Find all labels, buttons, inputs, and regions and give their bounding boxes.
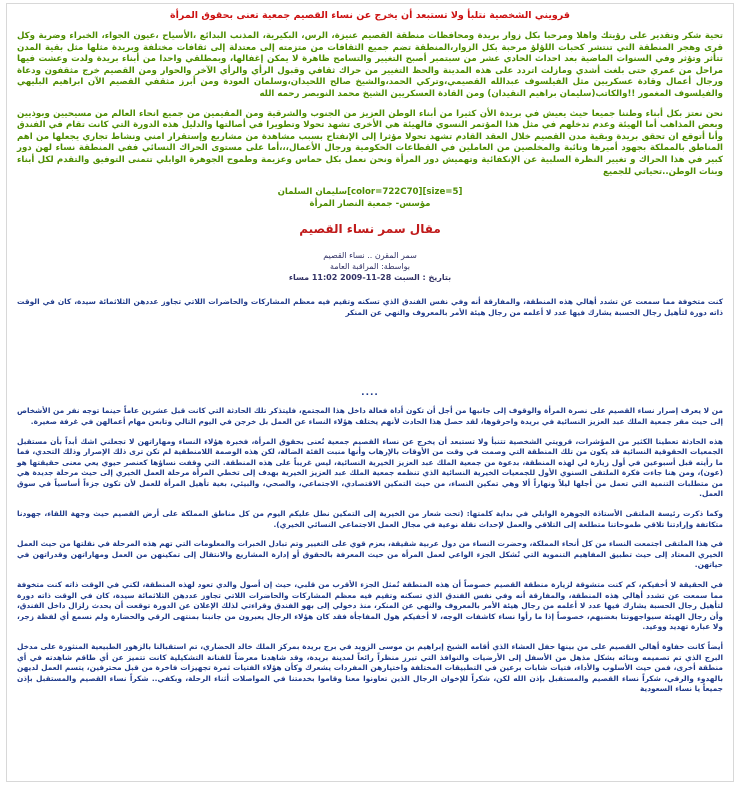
post-paragraph: تحية شكر وتقدير على رؤيتك واهلا ومرحبا بكل زوار بريدة ومحافظات منطقة القصيم عنيزة، الرس، البكيرية، المذنب البدائع ،الأسياح ،عيون الجواء، الخبراء وضرية وكل قرى وهجر المنطقة التي تنتشر كحبات اللؤلؤ مرحبة بكل الزوار،المنطقة تضم جميع الثقافات من متزمته إلى معتدلة إلى ثقافات مختلفة وبريدة مثلها مثل بقية المدن تتأثر وتؤثر وفي السنوات الماضية بعد احداث الحادي عشر من سبتمبر أصبح التغيير والتسامح ظاهرة لا يمكن إغفالها، وبمطلقي واحدا من أبناء بريدة ولدت وعشت فيها مراحل من عمري حتى بلغت أشدي ومازلت اتردد على هذه المدينة والحظ التغيير من حراك ثقافي وقبول الرأي والرأي الآخر والحوار ومن القصيم خرج مثقفون ودعاة ورجال أعمال وقادة عسكريين مثل الفيلسوف عبدالله القصيمي،وتركي الحمد،والشيخ صالح اللحيدان،وسلمان العودة ومن أبرز مثقفي القصيم الآن ابراهيم البليهي والفيلسوف المغمور !!والكاتب(سليمان براهيم النقيدان) ومن القادة العسكريين الشيخ محمد النويصر رحمه الله <box>17 31 723 99</box>
article-paragraph: كنت متخوفة مما سمعت عن تشدد أهالي هذه المنطقة، والمفارقة أنه وفي نفس الفندق الذي تسكنه وتقيم فيه معظم المشاركات والحاضرات اللاتي تجاوز عددهن الثلاثمائة سيدة، كان في الوقت ذاته دورة لتأهيل رجال الحسبة يشارك فيها عدد لا أعلمه من رجال هيئة الأمر بالمعروف والنهي عن المنكر <box>17 297 723 317</box>
separator-dots: .... <box>361 388 379 399</box>
article-title: مقال سمر نساء القصيم <box>299 222 441 237</box>
article-paragraph: هذه الحادثة تعطينا الكثير من المؤشرات، قرويتي الشخصية تتنبأ ولا تستبعد أن يخرج عن نساء القصيم جمعية تُعنى بحقوق المرأة، فخبرة هؤلاء النساء ومهاراتهن لا تجعلني اشك أبداً بأن مستقبل الجمعيات الحقوقية النسائية قد يكون من تلك المنطقة التي وصمت في وقت من الأوقات بالإرهاب وأنها منبت الفئة الضالة، لكن هذه الوصمة اللامنطقية لم تكن ترى ذلك الإصرار وذلك التحدي، فما ما رأيته قبل أسبوعين في أول زيارة لي لهذه المنطقة، بدعوة من جمعية الملك عبد العزيز الخيرية النسائية، ليس غريباً على هذه المنطقة. التي وقفت نساؤها كعنصر حيوي يعي معنى حقيقتها هو (عون)، ومن هنا جاءت فكرة الملتقى السنوي الأول للجمعيات الخيرية النسائية الذي تنظمه جمعية الملك عبد العزيز الخيرية بهدف إلى تخطي المرأة مرحلة العمل الخيري إلى حيث مرحلة جديدة هي من متطلبات التنمية التي تعمل من أجلها ليلاً ونهاراً ألا وهي تمكين النساء، من حيث التمكين الاقتصادي، الاجتماعي، والصحي، والبيئي، بغية تأهيل المرأة للعمل لأن تكون جزءاً أساسياً في سوق العمل. <box>17 436 723 499</box>
signature-role: مؤسس- جمعية النصار المرأة <box>309 199 431 210</box>
article-paragraph: في هذا الملتقى اجتمعت النساء من كل أنحاء المملكة، وحضرت النساء من دول عربية شقيقة، بعزم قوي على التغيير وتم تبادل الخبرات والمعلومات التي تهم هذه المرحلة في نقلتها من حيث العمل الخيري المعتاد إلى حيث تطبيق المفاهيم التنموية التي تُشكل الجزء الواعي لعمل المرأة من حيث المعرفة بالحقوق أو إدارة المشاريع والانتقال إلى تمكينهن من العمل ومهاراتهن وقدراتهن في حياتهن. <box>17 539 723 570</box>
article-by: بواسطة: المراقبة العامة <box>330 262 410 272</box>
article-paragraph: من لا يعرف إصرار نساء القصيم على نصرة المرأة والوقوف إلى جانبها من أجل أن تكون أداة فعالة داخل هذا المجتمع، فليتذكر تلك الحادثة التي كانت قبل عشرين عاماً حينما توجه نفر من الأشخاص إلى حيث مقر جمعية الملك عبد العزيز النسائية في بريدة واحرقوها، لقد حصل هذا الحادث لأنهم يختلف هؤلاء النساء عن العمل بل خرجن في اليوم التالي وتابعن مهام أعمالهن في غرفة صغيرة. <box>17 406 723 426</box>
post-title: قرويني الشخصية نتلبأ ولا تستبعد أن يخرج عن نساء القصيم جمعية تعنى بحقوق المرأة <box>170 10 570 21</box>
forum-post-page <box>6 3 734 782</box>
article-paragraph: في الحقيقة لا أخفيكم، كم كنت متشوقة لزيارة منطقة القصيم خصوصاً أن هذه المنطقة تُمثل الجزء الأقرب من قلبي، حيث إن أصول والدي تعود لهذه المنطقة، لكني في الوقت ذاته كنت متخوفة مما سمعت عن تشدد أهالي هذه المنطقة، والمفارقة أنه وفي نفس الفندق الذي تسكنه وتقيم فيه معظم المشاركات والحاضرات اللاتي تجاوز عددهن الثلاثمائة سيدة، كان في الوقت ذاته دورة لتأهيل رجال الحسبة يشارك فيها عدد لا أعلمه من رجال هيئة الأمر بالمعروف والنهي عن المنكر، منذ دخولي إلى بهو الفندق وقراءتي لذلك الإعلان عن الدورة توقعت أن يحدث زلزال داخل الفندق، وأن رجال الهيئة سيواجهوننا بغضبهم، خصوصاً إذا ما رأوا نساء كاشفات الوجه، لا أخفيكم هول المفاجأة فقد كان هؤلاء الرجال يعبرون من جانبنا بمنتهى الرقي والحضارة ولم نسمع أي لفظة زجر، ولا عبارة تهديد ووعيد. <box>17 580 723 632</box>
article-paragraph: أيضاً كانت حفاوة أهالي القصيم على من بينها حفل العشاء الذي أقامه الشيخ إبراهيم بن موسى الزويد في برج بريدة بمركز الملك خالد الحضاري، تم استقبالنا بالزهور الطبيعية المنثورة على مدخل البرج الذي تم تصميمه وبنائه بشكل مذهل من الأسفل إلى الأرضيات والنوافذ التي تبرز منظراً رائعاً لمدينة بريدة، وقد شاهدنا معرضاً للفنانة التشكيلية كانت تتميز عن أي طاقم شاهدته في أي منطقة أخرى، فمن حيث الأسلوب والأداء، فتيات شابات برعين في التطبيقات المختلفة واختيارهن المفردات يشعرك وكأن هؤلاء الفتيات ثمرة تجهيزات فاخرة من قبل محترفين، يتسم العمل لديهن بالهدوء والرقي، شكراً نساء القصيم والمستقبل بإذن الله لكن، شكراً للإخوان الرجال الذين تعاونوا معنا وقاموا بخدمتنا في المواصلات أثناء الرحلة، وبكفي.. شكراً نساء القصيم والمستقبل بإذن جميعاً يا نساء السعودية <box>17 642 723 694</box>
article-author: سمر المقرن .. نساء القصيم <box>323 251 417 261</box>
post-paragraph: نحن نعتز بكل أبناء وطننا جميعا حيث يعيش في بريدة الأن كثيرا من أبناء الوطن العزيز من الجنوب والشرقية ومن المقيمين من جميع انحاء العالم من مسيحيين وبوذيين وبعض المذاهب أما الهيئة وعدم تدخلهم في مثل هذا المؤتمر النسوي فالهيئة هي الأخرى تشهد تحولا وتطويرا في أصالتها والدليل هذه الدورة التي كانت تقام في الفندق وأنا أتوقع ان تحقق بريدة وبقية مدن القصيم خلال العقد القادم تشهد تحولا مؤثرا إلى الإنفتاح بسبب مشاهدة من مشاريع وإستقرار امني ونشاط تجاري يجعلها من اهم المناطق بالمملكة بجهود أميرها ونائبة والمخلصين من العاملين في القطاعات الحكومية ورجال الأعمال،،،أما على مستوى الحراك النسائي ففي المنطقة نساء لهن دور كبير في هذا الحراك و تغيير النظرة السلبية عن الإنكفائية وتهميش دور المرأة ونحن نعمل بكل حماس وعزيمة وطموح الجوهرة الوابلي تتمنى التوفيق والتقدم لكل أبناء وبنات الوطن..تحياتي للجميع <box>17 108 723 177</box>
article-date: بتاريخ : السبت 28-11-2009 11:02 مساء <box>288 273 452 283</box>
signature-name: [size=5][color=722C70]سليمان السلمان <box>277 187 463 198</box>
article-paragraph: وكما ذكرت رئيسة الملتقى الأستاذة الجوهرة الوابلي في بداية كلمتها: (تحت شعار من الخيرية إلى التمكين نطل عليكم اليوم من كل مناطق المملكة على أرض القصيم حيث وجهة اللقاء، جهودنا متكاتفة وإرادتنا تلاقي طموحاتنا متطلعة إلى التلاقي والعمل لإحداث نقلة نوعية في مجال العمل الاجتماعي النسائي الخيري). <box>17 509 723 529</box>
